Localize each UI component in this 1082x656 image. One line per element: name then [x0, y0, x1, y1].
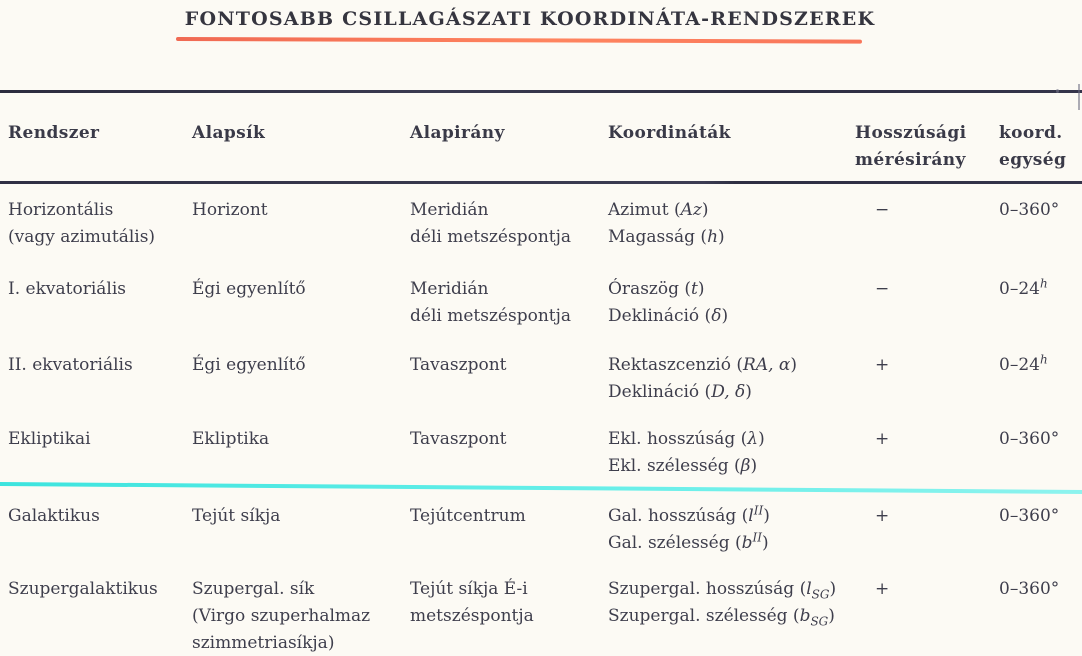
header-coordinates: Koordináták [608, 123, 731, 143]
coordinate-line: Ekl. szélesség (β) [608, 456, 758, 476]
coordinate-line: Szupergal. hosszúság $(l_{SG})$ [608, 579, 837, 602]
cell-base-plane: Szupergal. sík (Virgo szuperhalmaz szimmetriasíkja) [192, 579, 371, 653]
coordinate-line: Óraszög (t) [608, 279, 705, 299]
cell-unit: 0–24$^h$ [999, 352, 1048, 375]
cell-sign: − [875, 200, 890, 220]
table-header-row [0, 120, 1082, 174]
cell-system: I. ekvatoriális [8, 279, 126, 299]
scan-artifact-dot [1056, 89, 1059, 93]
cell-base-direction: Meridián déli metszéspontja [410, 279, 572, 326]
coordinate-line: Deklináció (D, δ) [608, 382, 752, 402]
header-separator-rule [0, 181, 1082, 184]
cell-unit: 0–360° [999, 200, 1060, 220]
cell-unit: 0–360° [999, 429, 1060, 449]
cell-system: Galaktikus [8, 506, 100, 526]
coordinate-line: Azimut (Az) [608, 200, 709, 220]
cell-base-plane: Ekliptika [192, 429, 270, 449]
cell-coordinates [608, 276, 855, 330]
cell-system: Szupergalaktikus [8, 579, 158, 599]
cell-coordinates [608, 503, 855, 557]
cell-base-plane: Égi egyenlítő [192, 279, 306, 299]
cell-coordinates [608, 426, 855, 480]
coordinate-line: Gal. hosszúság $(l^{II})$ [608, 503, 770, 526]
cell-base-plane: Tejút síkja [192, 506, 281, 526]
cell-coordinates [608, 197, 855, 251]
table-row [0, 197, 1082, 251]
cell-sign: − [875, 279, 890, 299]
table-row [0, 276, 1082, 330]
cell-base-direction: Meridián déli metszéspontja [410, 200, 572, 247]
cell-base-direction: Tavaszpont [410, 429, 507, 449]
table-top-rule [0, 90, 1082, 93]
cell-coordinates [608, 576, 855, 656]
cell-unit: 0–360° [999, 506, 1060, 526]
cell-unit: 0–360° [999, 579, 1060, 599]
header-base-plane: Alapsík [192, 123, 266, 143]
coordinate-line: Rektaszcenzió (RA, α) [608, 355, 798, 375]
cell-base-direction: Tejút síkja É-i metszéspontja [410, 579, 534, 626]
cell-system: Ekliptikai [8, 429, 91, 449]
cell-base-plane: Horizont [192, 200, 268, 220]
cell-system: II. ekvatoriális [8, 355, 133, 375]
cyan-scan-line [0, 482, 1082, 494]
header-base-direction: Alapirány [410, 123, 505, 143]
header-longitude-direction: Hosszúsági mérésirány [855, 123, 967, 170]
cell-sign: + [875, 355, 890, 375]
cell-base-direction: Tavaszpont [410, 355, 507, 375]
scan-artifact-line [1078, 84, 1080, 110]
header-unit: koord. egység [999, 123, 1067, 170]
cell-coordinates [608, 352, 855, 406]
page-title: FONTOSABB CSILLAGÁSZATI KOORDINÁTA-RENDSZEREK [184, 8, 876, 30]
cell-sign: + [875, 579, 890, 599]
cell-sign: + [875, 429, 890, 449]
cell-system: Horizontális (vagy azimutális) [8, 200, 156, 247]
coordinate-line: Gal. szélesség $(b^{II})$ [608, 530, 769, 553]
table-row [0, 576, 1082, 656]
cell-base-plane: Égi egyenlítő [192, 355, 306, 375]
table-row [0, 503, 1082, 557]
cell-base-direction: Tejútcentrum [410, 506, 526, 526]
coordinate-line: Deklináció (δ) [608, 306, 729, 326]
coordinate-line: Ekl. hosszúság (λ) [608, 429, 765, 449]
title-underline-decoration [176, 37, 862, 44]
cell-sign: + [875, 506, 890, 526]
coordinate-line: Szupergal. szélesség $(b_{SG})$ [608, 606, 835, 629]
coordinate-line: Magasság (h) [608, 227, 725, 247]
table-row [0, 426, 1082, 480]
header-system: Rendszer [8, 123, 100, 143]
table-row [0, 352, 1082, 406]
cell-unit: 0–24$^h$ [999, 276, 1048, 299]
